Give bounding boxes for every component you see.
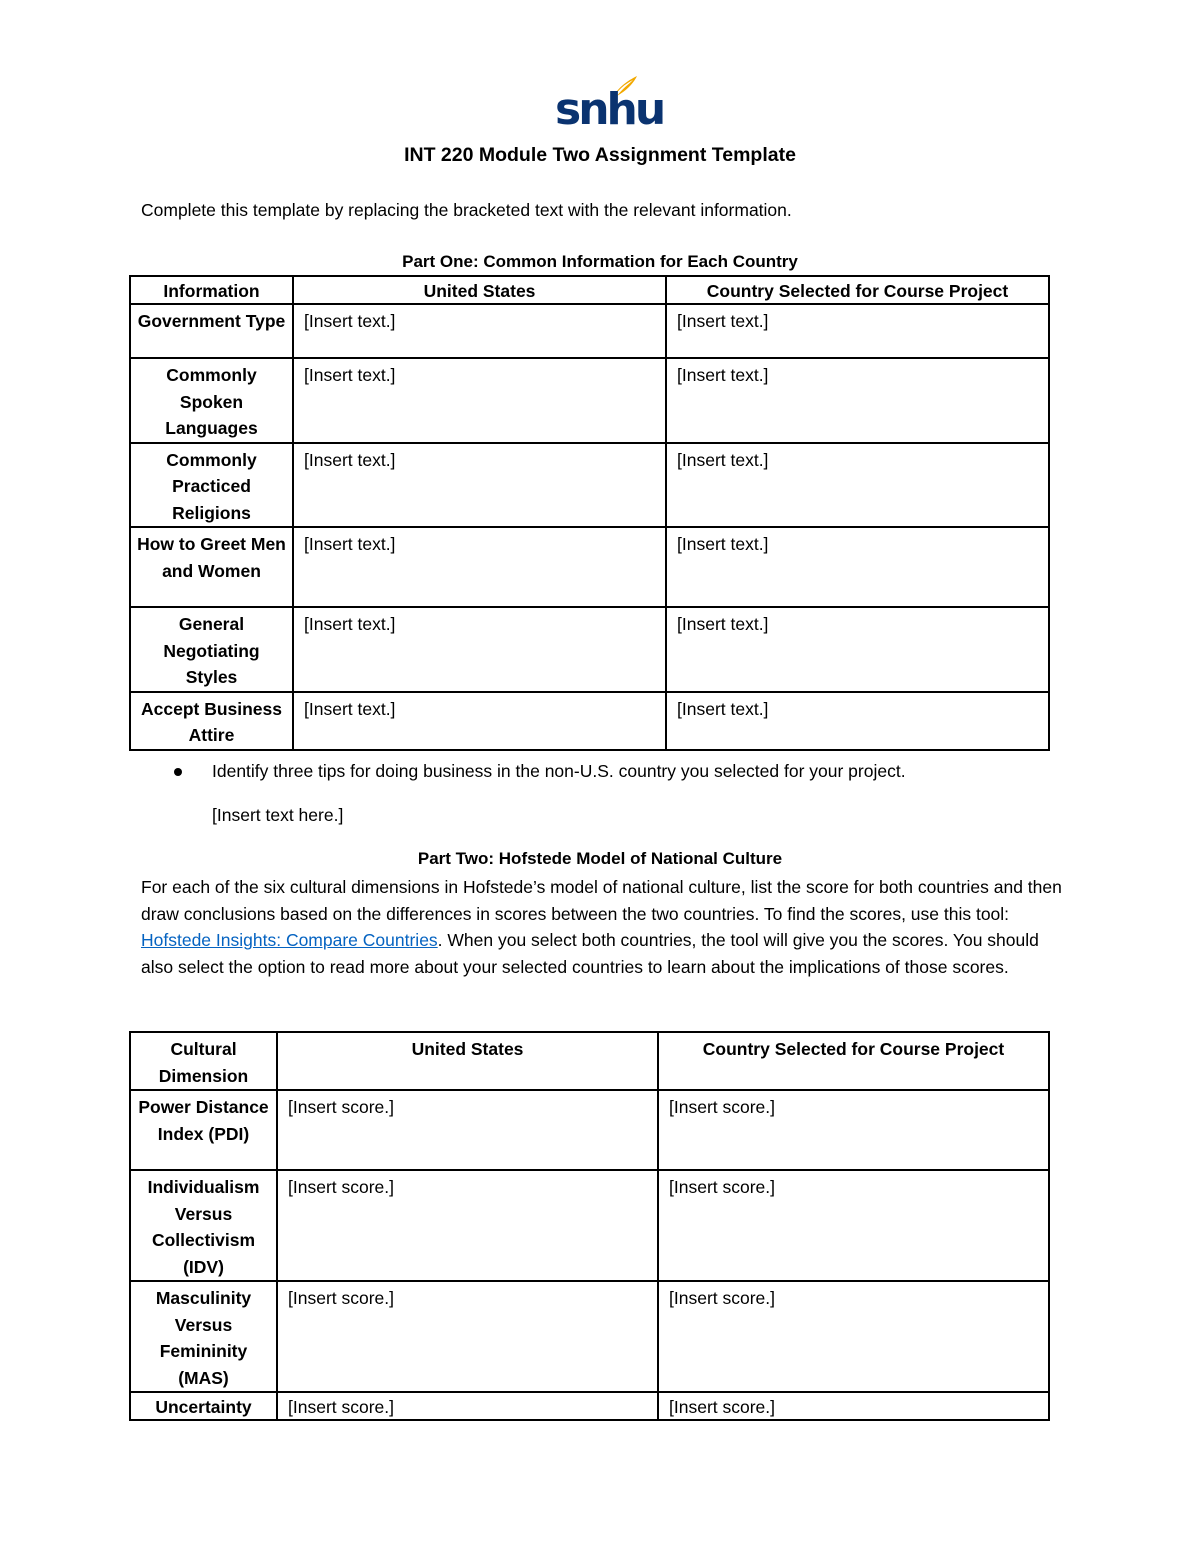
country-cell[interactable]: [Insert text.] bbox=[666, 358, 1049, 443]
us-cell[interactable]: [Insert score.] bbox=[277, 1392, 658, 1420]
us-cell[interactable]: [Insert text.] bbox=[293, 443, 666, 528]
country-cell[interactable]: [Insert text.] bbox=[666, 607, 1049, 692]
us-cell[interactable]: [Insert score.] bbox=[277, 1090, 658, 1170]
us-cell[interactable]: [Insert text.] bbox=[293, 527, 666, 607]
country-cell[interactable]: [Insert text.] bbox=[666, 527, 1049, 607]
intro-text: Complete this template by replacing the bracketed text with the relevant information. bbox=[141, 200, 792, 220]
table-row bbox=[130, 304, 1049, 358]
header-cultural-dimension: Cultural Dimension bbox=[130, 1032, 277, 1090]
row-label: Uncertainty bbox=[130, 1392, 277, 1420]
table-row bbox=[130, 1090, 1049, 1170]
logo-wordmark: snhu bbox=[555, 84, 664, 135]
table-row bbox=[130, 443, 1049, 528]
bullet-icon bbox=[174, 768, 182, 776]
row-label: Masculinity Versus Femininity (MAS) bbox=[130, 1281, 277, 1392]
us-cell[interactable]: [Insert text.] bbox=[293, 304, 666, 358]
country-cell[interactable]: [Insert text.] bbox=[666, 692, 1049, 750]
table-row bbox=[130, 1281, 1049, 1392]
header-united-states: United States bbox=[277, 1032, 658, 1090]
table-row bbox=[130, 692, 1049, 750]
us-cell[interactable]: [Insert text.] bbox=[293, 692, 666, 750]
row-label: Power Distance Index (PDI) bbox=[130, 1090, 277, 1170]
bullet-text: Identify three tips for doing business in the non-U.S. country you selected for your project. bbox=[212, 761, 906, 781]
table-row bbox=[130, 358, 1049, 443]
us-cell[interactable]: [Insert score.] bbox=[277, 1170, 658, 1281]
table-row bbox=[130, 1392, 1049, 1420]
table-header-row bbox=[130, 1032, 1049, 1090]
header-united-states: United States bbox=[293, 276, 666, 304]
instructions-text: For each of the six cultural dimensions in Hofstede’s model of national culture, list the score for both countries and then draw conclusions based on the differences in scores between the two countries. To find the scores, use this tool: bbox=[141, 877, 1062, 924]
row-label: Government Type bbox=[130, 304, 293, 358]
header-information: Information bbox=[130, 276, 293, 304]
us-cell[interactable]: [Insert text.] bbox=[293, 607, 666, 692]
table-row bbox=[130, 527, 1049, 607]
part-one-caption: Part One: Common Information for Each Country bbox=[402, 252, 798, 271]
country-cell[interactable]: [Insert text.] bbox=[666, 443, 1049, 528]
document-title: INT 220 Module Two Assignment Template bbox=[404, 144, 796, 166]
part-two-table bbox=[129, 1031, 1050, 1421]
country-cell[interactable]: [Insert score.] bbox=[658, 1392, 1049, 1420]
part-two-instructions bbox=[141, 874, 1071, 980]
country-cell[interactable]: [Insert score.] bbox=[658, 1281, 1049, 1392]
part-one-table bbox=[129, 275, 1050, 751]
header-selected-country: Country Selected for Course Project bbox=[658, 1032, 1049, 1090]
row-label: Individualism Versus Collectivism (IDV) bbox=[130, 1170, 277, 1281]
insert-text-here[interactable]: [Insert text here.] bbox=[212, 805, 344, 825]
part-two-caption: Part Two: Hofstede Model of National Culture bbox=[417, 849, 783, 868]
snhu-logo bbox=[555, 74, 664, 135]
instructions-text-end: . When you select both countries, the tool will give you the scores. You should also select the option to read more about your selected countries to learn about the implications of those scores. bbox=[141, 930, 1039, 977]
table-row bbox=[130, 607, 1049, 692]
country-cell[interactable]: [Insert text.] bbox=[666, 304, 1049, 358]
hofstede-link[interactable]: Hofstede Insights: Compare Countries bbox=[141, 930, 438, 950]
us-cell[interactable]: [Insert text.] bbox=[293, 358, 666, 443]
row-label: Accept Business Attire bbox=[130, 692, 293, 750]
us-cell[interactable]: [Insert score.] bbox=[277, 1281, 658, 1392]
header-selected-country: Country Selected for Course Project bbox=[666, 276, 1049, 304]
row-label: Commonly Practiced Religions bbox=[130, 443, 293, 528]
country-cell[interactable]: [Insert score.] bbox=[658, 1170, 1049, 1281]
row-label: General Negotiating Styles bbox=[130, 607, 293, 692]
table-row bbox=[130, 1170, 1049, 1281]
table-header-row bbox=[130, 276, 1049, 304]
row-label: How to Greet Men and Women bbox=[130, 527, 293, 607]
country-cell[interactable]: [Insert score.] bbox=[658, 1090, 1049, 1170]
row-label: Commonly Spoken Languages bbox=[130, 358, 293, 443]
